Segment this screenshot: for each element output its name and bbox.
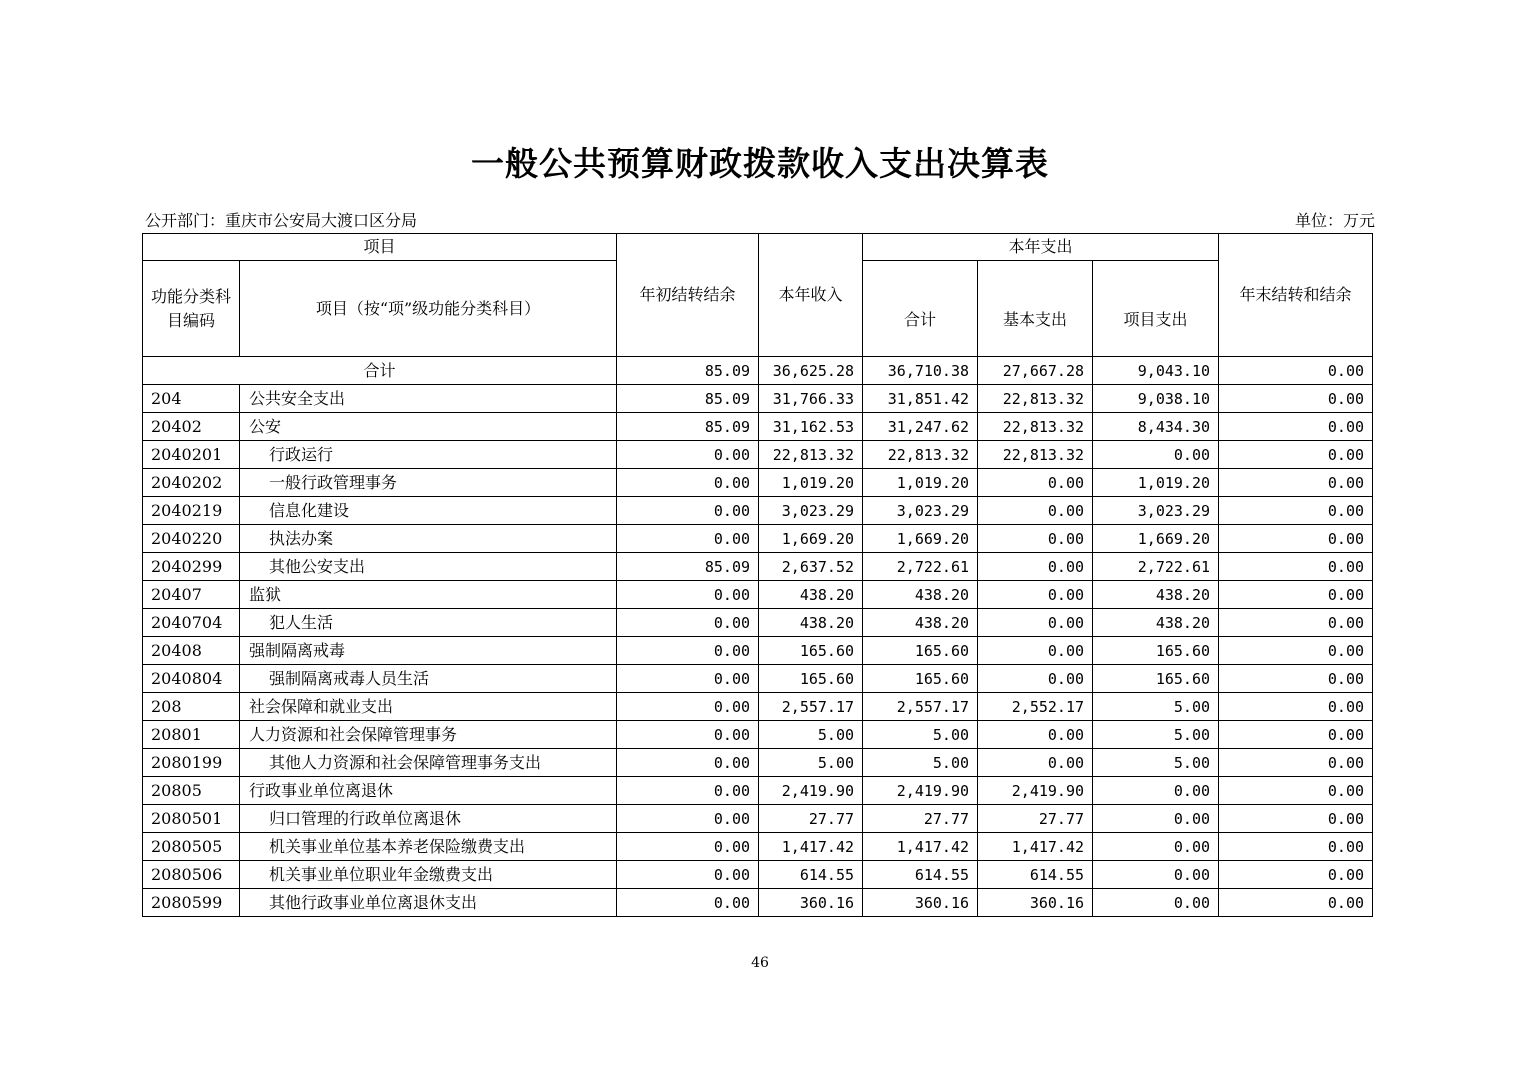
row-income: 438.20 xyxy=(759,609,863,637)
row-total: 1,019.20 xyxy=(863,469,978,497)
row-code: 2040804 xyxy=(143,665,240,693)
row-name: 行政运行 xyxy=(240,441,617,469)
total-basic: 27,667.28 xyxy=(978,357,1093,385)
total-total: 36,710.38 xyxy=(863,357,978,385)
header-name: 项目（按“项”级功能分类科目） xyxy=(240,261,617,357)
row-project-exp: 0.00 xyxy=(1093,777,1219,805)
header-code: 功能分类科目编码 xyxy=(143,261,240,357)
row-project-exp: 165.60 xyxy=(1093,637,1219,665)
row-project-exp: 165.60 xyxy=(1093,665,1219,693)
row-code: 20407 xyxy=(143,581,240,609)
row-name: 机关事业单位基本养老保险缴费支出 xyxy=(240,833,617,861)
row-income: 5.00 xyxy=(759,749,863,777)
row-closing: 0.00 xyxy=(1219,413,1373,441)
row-income: 27.77 xyxy=(759,805,863,833)
row-name: 社会保障和就业支出 xyxy=(240,693,617,721)
row-closing: 0.00 xyxy=(1219,553,1373,581)
row-basic: 22,813.32 xyxy=(978,385,1093,413)
row-opening: 0.00 xyxy=(617,861,759,889)
header-closing: 年末结转和结余 xyxy=(1219,234,1373,357)
row-closing: 0.00 xyxy=(1219,581,1373,609)
table-row xyxy=(143,413,1373,441)
row-opening: 0.00 xyxy=(617,749,759,777)
row-basic: 0.00 xyxy=(978,637,1093,665)
total-row xyxy=(143,357,1373,385)
header-project: 项目 xyxy=(143,234,617,261)
row-income: 360.16 xyxy=(759,889,863,917)
row-closing: 0.00 xyxy=(1219,889,1373,917)
row-name: 其他公安支出 xyxy=(240,553,617,581)
row-name: 强制隔离戒毒 xyxy=(240,637,617,665)
table-row xyxy=(143,861,1373,889)
row-project-exp: 5.00 xyxy=(1093,749,1219,777)
row-name: 其他人力资源和社会保障管理事务支出 xyxy=(240,749,617,777)
table-row xyxy=(143,721,1373,749)
row-code: 20402 xyxy=(143,413,240,441)
table-row xyxy=(143,637,1373,665)
table-row xyxy=(143,609,1373,637)
row-opening: 85.09 xyxy=(617,413,759,441)
row-total: 2,722.61 xyxy=(863,553,978,581)
row-opening: 0.00 xyxy=(617,889,759,917)
table-row xyxy=(143,749,1373,777)
row-total: 31,851.42 xyxy=(863,385,978,413)
row-name: 监狱 xyxy=(240,581,617,609)
row-basic: 22,813.32 xyxy=(978,441,1093,469)
row-project-exp: 3,023.29 xyxy=(1093,497,1219,525)
row-basic: 0.00 xyxy=(978,665,1093,693)
table-row xyxy=(143,441,1373,469)
row-project-exp: 0.00 xyxy=(1093,441,1219,469)
row-basic: 27.77 xyxy=(978,805,1093,833)
row-closing: 0.00 xyxy=(1219,441,1373,469)
total-income: 36,625.28 xyxy=(759,357,863,385)
row-name: 强制隔离戒毒人员生活 xyxy=(240,665,617,693)
row-income: 1,669.20 xyxy=(759,525,863,553)
row-basic: 360.16 xyxy=(978,889,1093,917)
row-project-exp: 0.00 xyxy=(1093,861,1219,889)
row-name: 一般行政管理事务 xyxy=(240,469,617,497)
row-total: 1,669.20 xyxy=(863,525,978,553)
row-income: 1,019.20 xyxy=(759,469,863,497)
row-income: 2,557.17 xyxy=(759,693,863,721)
row-code: 2040219 xyxy=(143,497,240,525)
row-opening: 0.00 xyxy=(617,469,759,497)
row-opening: 0.00 xyxy=(617,665,759,693)
row-income: 3,023.29 xyxy=(759,497,863,525)
row-project-exp: 1,019.20 xyxy=(1093,469,1219,497)
row-code: 2040220 xyxy=(143,525,240,553)
row-income: 438.20 xyxy=(759,581,863,609)
row-closing: 0.00 xyxy=(1219,749,1373,777)
row-opening: 85.09 xyxy=(617,553,759,581)
page-number: 46 xyxy=(751,955,769,971)
row-income: 1,417.42 xyxy=(759,833,863,861)
row-basic: 0.00 xyxy=(978,721,1093,749)
total-project-exp: 9,043.10 xyxy=(1093,357,1219,385)
table-row xyxy=(143,385,1373,413)
row-closing: 0.00 xyxy=(1219,469,1373,497)
row-project-exp: 0.00 xyxy=(1093,805,1219,833)
table-row xyxy=(143,553,1373,581)
total-opening: 85.09 xyxy=(617,357,759,385)
row-income: 2,419.90 xyxy=(759,777,863,805)
row-project-exp: 438.20 xyxy=(1093,609,1219,637)
row-project-exp: 438.20 xyxy=(1093,581,1219,609)
row-income: 22,813.32 xyxy=(759,441,863,469)
header-total: 合计 xyxy=(863,261,978,357)
row-closing: 0.00 xyxy=(1219,805,1373,833)
row-code: 2040704 xyxy=(143,609,240,637)
row-closing: 0.00 xyxy=(1219,385,1373,413)
row-income: 614.55 xyxy=(759,861,863,889)
row-income: 31,162.53 xyxy=(759,413,863,441)
row-closing: 0.00 xyxy=(1219,721,1373,749)
row-basic: 0.00 xyxy=(978,469,1093,497)
row-total: 360.16 xyxy=(863,889,978,917)
row-total: 31,247.62 xyxy=(863,413,978,441)
table-row xyxy=(143,525,1373,553)
row-opening: 0.00 xyxy=(617,525,759,553)
table-row xyxy=(143,777,1373,805)
row-opening: 0.00 xyxy=(617,441,759,469)
header-row-top xyxy=(143,234,1373,261)
row-total: 438.20 xyxy=(863,609,978,637)
row-closing: 0.00 xyxy=(1219,525,1373,553)
row-project-exp: 0.00 xyxy=(1093,889,1219,917)
row-code: 20408 xyxy=(143,637,240,665)
row-name: 其他行政事业单位离退休支出 xyxy=(240,889,617,917)
table-row xyxy=(143,581,1373,609)
table-row xyxy=(143,889,1373,917)
budget-table xyxy=(142,233,1373,917)
row-opening: 0.00 xyxy=(617,805,759,833)
row-total: 165.60 xyxy=(863,665,978,693)
department-label: 公开部门：重庆市公安局大渡口区分局 xyxy=(145,211,418,230)
row-opening: 0.00 xyxy=(617,637,759,665)
row-opening: 0.00 xyxy=(617,721,759,749)
header-expense-group: 本年支出 xyxy=(863,234,1219,261)
row-total: 165.60 xyxy=(863,637,978,665)
row-basic: 0.00 xyxy=(978,525,1093,553)
row-total: 22,813.32 xyxy=(863,441,978,469)
row-total: 2,419.90 xyxy=(863,777,978,805)
header-project-exp: 项目支出 xyxy=(1093,261,1219,357)
row-income: 165.60 xyxy=(759,637,863,665)
row-name: 信息化建设 xyxy=(240,497,617,525)
row-name: 公安 xyxy=(240,413,617,441)
table-row xyxy=(143,833,1373,861)
row-basic: 0.00 xyxy=(978,609,1093,637)
row-closing: 0.00 xyxy=(1219,497,1373,525)
row-code: 2080501 xyxy=(143,805,240,833)
row-total: 27.77 xyxy=(863,805,978,833)
row-project-exp: 5.00 xyxy=(1093,721,1219,749)
row-closing: 0.00 xyxy=(1219,665,1373,693)
row-income: 165.60 xyxy=(759,665,863,693)
row-total: 2,557.17 xyxy=(863,693,978,721)
row-code: 20801 xyxy=(143,721,240,749)
table-row xyxy=(143,469,1373,497)
row-basic: 0.00 xyxy=(978,749,1093,777)
row-code: 2080506 xyxy=(143,861,240,889)
row-closing: 0.00 xyxy=(1219,609,1373,637)
row-code: 2080199 xyxy=(143,749,240,777)
row-closing: 0.00 xyxy=(1219,637,1373,665)
row-opening: 0.00 xyxy=(617,497,759,525)
row-opening: 85.09 xyxy=(617,385,759,413)
row-project-exp: 5.00 xyxy=(1093,693,1219,721)
row-total: 3,023.29 xyxy=(863,497,978,525)
row-basic: 0.00 xyxy=(978,497,1093,525)
header-opening: 年初结转结余 xyxy=(617,234,759,357)
row-basic: 2,552.17 xyxy=(978,693,1093,721)
row-code: 208 xyxy=(143,693,240,721)
row-basic: 0.00 xyxy=(978,581,1093,609)
header-basic: 基本支出 xyxy=(978,261,1093,357)
row-total: 5.00 xyxy=(863,721,978,749)
row-opening: 0.00 xyxy=(617,693,759,721)
row-code: 2040202 xyxy=(143,469,240,497)
row-opening: 0.00 xyxy=(617,833,759,861)
row-income: 5.00 xyxy=(759,721,863,749)
row-closing: 0.00 xyxy=(1219,833,1373,861)
table-row xyxy=(143,693,1373,721)
row-name: 行政事业单位离退休 xyxy=(240,777,617,805)
row-income: 31,766.33 xyxy=(759,385,863,413)
row-project-exp: 8,434.30 xyxy=(1093,413,1219,441)
row-basic: 614.55 xyxy=(978,861,1093,889)
row-name: 犯人生活 xyxy=(240,609,617,637)
page-title: 一般公共预算财政拨款收入支出决算表 xyxy=(471,144,1049,183)
table-row xyxy=(143,497,1373,525)
row-closing: 0.00 xyxy=(1219,861,1373,889)
row-code: 2080505 xyxy=(143,833,240,861)
row-name: 执法办案 xyxy=(240,525,617,553)
row-basic: 22,813.32 xyxy=(978,413,1093,441)
row-code: 2040299 xyxy=(143,553,240,581)
table-row xyxy=(143,805,1373,833)
header-income: 本年收入 xyxy=(759,234,863,357)
row-total: 1,417.42 xyxy=(863,833,978,861)
row-total: 5.00 xyxy=(863,749,978,777)
row-opening: 0.00 xyxy=(617,581,759,609)
row-name: 机关事业单位职业年金缴费支出 xyxy=(240,861,617,889)
row-basic: 1,417.42 xyxy=(978,833,1093,861)
row-project-exp: 1,669.20 xyxy=(1093,525,1219,553)
row-project-exp: 0.00 xyxy=(1093,833,1219,861)
row-basic: 2,419.90 xyxy=(978,777,1093,805)
row-basic: 0.00 xyxy=(978,553,1093,581)
total-closing: 0.00 xyxy=(1219,357,1373,385)
row-closing: 0.00 xyxy=(1219,777,1373,805)
unit-label: 单位：万元 xyxy=(1294,211,1375,230)
row-closing: 0.00 xyxy=(1219,693,1373,721)
row-name: 公共安全支出 xyxy=(240,385,617,413)
row-opening: 0.00 xyxy=(617,609,759,637)
row-code: 20805 xyxy=(143,777,240,805)
row-name: 人力资源和社会保障管理事务 xyxy=(240,721,617,749)
row-name: 归口管理的行政单位离退休 xyxy=(240,805,617,833)
row-code: 2040201 xyxy=(143,441,240,469)
table-row xyxy=(143,665,1373,693)
row-opening: 0.00 xyxy=(617,777,759,805)
row-income: 2,637.52 xyxy=(759,553,863,581)
row-total: 438.20 xyxy=(863,581,978,609)
total-label: 合计 xyxy=(143,357,617,385)
row-project-exp: 9,038.10 xyxy=(1093,385,1219,413)
row-project-exp: 2,722.61 xyxy=(1093,553,1219,581)
row-code: 204 xyxy=(143,385,240,413)
row-code: 2080599 xyxy=(143,889,240,917)
row-total: 614.55 xyxy=(863,861,978,889)
